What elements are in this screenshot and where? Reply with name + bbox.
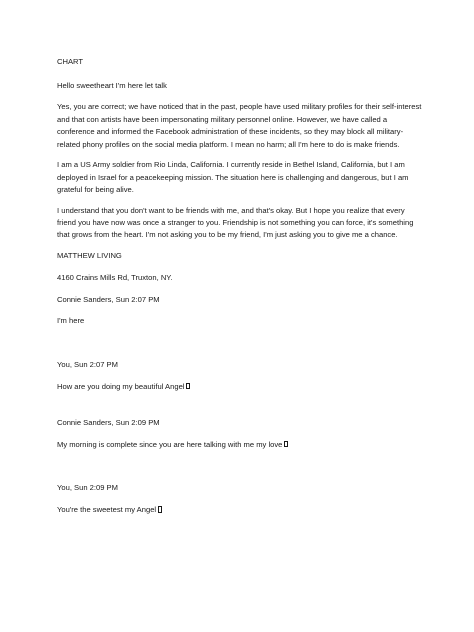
signature-address: 4160 Crains Mills Rd, Truxton, NY. <box>57 272 173 282</box>
message-sender: You, Sun 2:07 PM <box>57 359 118 369</box>
message-text <box>57 381 422 393</box>
message-text <box>57 504 422 516</box>
document-heading: CHART <box>57 57 84 66</box>
message-sender: Connie Sanders, Sun 2:09 PM <box>57 418 160 428</box>
paragraph-friendship: I understand that you don't want to be friends with me, and that's okay. But I hope you realize that every friend you have now was once a stranger to you. Friendship is not something you can force, it's something that grows from the heart. I'm not asking you to be my friend, I'm just asking you to give me a chance. <box>57 205 414 240</box>
missing-glyph-icon <box>158 506 162 512</box>
message-text: I'm here <box>57 316 85 326</box>
paragraph-soldier-intro: I am a US Army soldier from Rio Linda, California. I currently reside in Bethel Island, California, but I am deployed in Israel for a peacekeeping mission. The situation here is challenging and dangerous, but I am grateful for being alive. <box>57 160 409 195</box>
message-text-content: You're the sweetest my Angel <box>57 505 157 515</box>
message-sender: Connie Sanders, Sun 2:07 PM <box>57 294 160 304</box>
paragraph-military-profiles: Yes, you are correct; we have noticed that in the past, people have used military profiles for their self-interest and that con artists have been impersonating military personnel online. However, we have called a conference and informed the Facebook administration of these incidents, so they may block all military-related phony profiles on the social media platform. I mean no harm; all I'm here to do is make friends. <box>57 102 422 149</box>
missing-glyph-icon <box>186 383 190 389</box>
signature-name: MATTHEW LIVING <box>57 251 122 261</box>
message-sender: You, Sun 2:09 PM <box>57 483 118 493</box>
message-text <box>57 439 422 451</box>
greeting-line: Hello sweetheart I'm here let talk <box>57 80 167 90</box>
message-text-content: My morning is complete since you are here talking with me my love <box>57 439 283 449</box>
message-text-content: How are you doing my beautiful Angel <box>57 381 185 391</box>
missing-glyph-icon <box>284 441 288 447</box>
